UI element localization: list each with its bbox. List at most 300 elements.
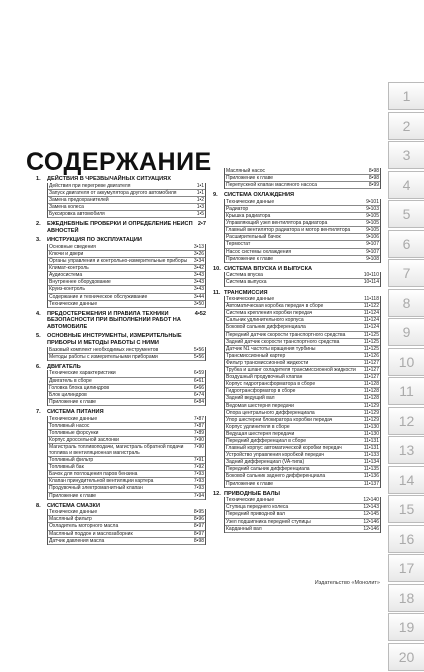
- entry-title: Головка блока цилиндров: [49, 384, 110, 391]
- entry-page: 7•91: [193, 457, 204, 464]
- section-heading[interactable]: [36, 311, 206, 331]
- chapter-tab[interactable]: 19: [388, 613, 424, 641]
- toc-section: [36, 237, 206, 307]
- toc-section: [213, 266, 381, 287]
- entry-page: 7•93: [193, 478, 204, 485]
- entry-page: 11•129: [363, 416, 379, 423]
- entry-page: 9•107: [366, 241, 379, 248]
- entry-title: Опора центрального дифференциала: [226, 409, 315, 416]
- entry-title: Главный корпус автоматической коробки передач: [226, 445, 342, 452]
- toc-entry[interactable]: [225, 206, 380, 213]
- section-title: ДЕЙСТВИЯ В ЧРЕЗВЫЧАЙНЫХ СИТУАЦИЯХ: [47, 176, 171, 182]
- entry-title: Технические данные: [226, 296, 275, 303]
- toc-entry[interactable]: [225, 310, 380, 317]
- entry-title: Блок цилиндров: [49, 391, 87, 398]
- section-title: ОСНОВНЫЕ ИНСТРУМЕНТЫ, ИЗМЕРИТЕЛЬНЫЕ ПРИБОРЫ И МЕТОДЫ РАБОТЫ С НИМИ: [47, 333, 182, 347]
- entry-title: Масляный насос: [226, 168, 266, 174]
- toc-section: [36, 333, 206, 360]
- entry-page: 1•5: [196, 210, 204, 217]
- entry-page: 3•43: [193, 272, 204, 279]
- entry-page: 11•129: [363, 409, 379, 416]
- toc-section: [36, 503, 206, 545]
- section-items: [47, 244, 206, 308]
- entry-title: Действия при перегреве двигателя: [49, 182, 131, 189]
- section-page: 2•7: [197, 221, 206, 228]
- entry-title: Магистраль топливоподачи, магистраль обратной подачи топлива и вентиляционная магистраль: [49, 443, 184, 456]
- toc-entry[interactable]: [225, 249, 380, 256]
- entry-title: Термостат: [226, 241, 251, 248]
- toc-section: [213, 168, 381, 189]
- entry-page: 6•84: [193, 398, 204, 405]
- entry-title: Аудиосистема: [49, 272, 83, 279]
- entry-title: Передний приводной вал: [226, 511, 285, 518]
- section-number: 7.: [36, 408, 41, 415]
- toc-entry[interactable]: [225, 395, 380, 402]
- entry-page: 7•90: [193, 436, 204, 443]
- entry-page: 11•124: [363, 310, 379, 317]
- toc-entry[interactable]: [48, 347, 205, 354]
- entry-title: Бачок для поглощения паров бензина: [49, 471, 138, 478]
- entry-title: Продувочный электромагнитный клапан: [49, 485, 143, 492]
- section-heading[interactable]: [213, 192, 381, 199]
- section-items: [47, 416, 206, 500]
- toc-entry[interactable]: [48, 294, 205, 301]
- entry-page: 1•2: [196, 196, 204, 203]
- toc-entry[interactable]: [225, 519, 380, 526]
- toc-entry[interactable]: [48, 464, 205, 471]
- toc-entry[interactable]: [225, 353, 380, 360]
- entry-page: 7•93: [193, 485, 204, 492]
- entry-page: 1•1: [196, 182, 204, 189]
- entry-title: Корпус удлинителя в сборе: [226, 423, 290, 430]
- entry-page: 11•128: [363, 381, 379, 388]
- entry-page: 3•26: [193, 250, 204, 257]
- toc-entry[interactable]: [48, 258, 205, 265]
- entry-title: Передний датчик скорости транспортного средства: [226, 331, 346, 338]
- entry-page: 3•42: [193, 265, 204, 272]
- toc-section: [213, 290, 381, 488]
- entry-page: 7•89: [193, 429, 204, 436]
- entry-page: 7•93: [193, 471, 204, 478]
- section-title: ЕЖЕДНЕВНЫЕ ПРОВЕРКИ И ОПРЕДЕЛЕНИЕ НЕИСП АВНОСТЕЙ: [47, 221, 193, 234]
- toc-section: [36, 176, 206, 218]
- entry-title: Узел подшипника передней ступицы: [226, 518, 311, 525]
- chapter-tab[interactable]: 4: [388, 171, 424, 199]
- section-items: [224, 168, 381, 189]
- entry-page: 11•136: [363, 473, 379, 480]
- toc-entry[interactable]: [48, 516, 205, 523]
- section-title: СИСТЕМА СМАЗКИ: [47, 502, 100, 509]
- toc-entry[interactable]: [225, 272, 380, 279]
- entry-title: Базовый комплект необходимых инструментов: [49, 346, 159, 353]
- entry-title: Ведомая шестерня передачи: [226, 402, 294, 409]
- entry-page: 8•98: [368, 168, 379, 174]
- entry-title: Топливный насос: [49, 422, 90, 429]
- section-number: 10.: [213, 265, 221, 272]
- entry-title: Насос системы охлаждения: [226, 248, 292, 255]
- section-items: [224, 497, 381, 532]
- chapter-tab[interactable]: 18: [388, 584, 424, 612]
- entry-title: Перепускной клапан масляного насоса: [226, 182, 318, 189]
- entry-page: 7•87: [193, 422, 204, 429]
- toc-entry[interactable]: [48, 531, 205, 538]
- section-number: 2.: [36, 221, 41, 228]
- chapter-tab[interactable]: 7: [388, 259, 424, 287]
- entry-page: 11•118: [364, 296, 379, 303]
- toc-entry[interactable]: [48, 385, 205, 392]
- entry-page: 1•1: [196, 189, 204, 196]
- toc-entry[interactable]: [48, 493, 205, 500]
- toc-section: [36, 311, 206, 331]
- entry-title: Главный вентилятор радиатора и мотор вентилятора: [226, 227, 351, 234]
- section-title: СИСТЕМА ПИТАНИЯ: [47, 408, 104, 415]
- toc-entry[interactable]: [48, 416, 205, 423]
- toc-entry[interactable]: [225, 360, 380, 367]
- entry-title: Технические характеристики: [49, 370, 116, 377]
- entry-page: 12•146: [363, 518, 379, 525]
- entry-title: Клапан принудительной вентиляции картера: [49, 478, 154, 485]
- entry-page: 10•114: [363, 279, 379, 286]
- entry-title: Передний сальник дифференциала: [226, 466, 310, 473]
- entry-page: 11•131: [363, 437, 379, 444]
- section-heading[interactable]: [213, 491, 381, 498]
- section-number: 1.: [36, 176, 41, 182]
- entry-page: 9•107: [366, 248, 379, 255]
- entry-title: Карданный вал: [226, 525, 262, 532]
- chapter-tab[interactable]: 3: [388, 141, 424, 169]
- toc-entry[interactable]: [225, 410, 380, 417]
- section-number: 11.: [213, 289, 221, 296]
- entry-page: 11•134: [363, 459, 379, 466]
- entry-page: 11•127: [363, 374, 379, 381]
- entry-title: Сальник удлинительного корпуса: [226, 317, 304, 324]
- page-title: СОДЕРЖАНИЕ: [26, 148, 212, 176]
- toc-section: [36, 364, 206, 406]
- entry-page: 7•87: [193, 415, 204, 422]
- toc-entry[interactable]: [225, 324, 380, 331]
- toc-entry[interactable]: [225, 438, 380, 445]
- section-items: [224, 199, 381, 263]
- entry-page: 7•94: [193, 492, 204, 499]
- entry-page: 11•124: [363, 324, 379, 331]
- section-heading[interactable]: [36, 176, 206, 183]
- entry-page: 11•122: [363, 303, 379, 310]
- entry-page: 8•97: [193, 530, 204, 537]
- toc-entry[interactable]: [225, 339, 380, 346]
- toc-entry[interactable]: [48, 197, 205, 204]
- toc-entry[interactable]: [48, 485, 205, 492]
- entry-title: Методы работы с измерительными приборами: [49, 353, 158, 360]
- entry-title: Технические данные: [49, 300, 98, 307]
- section-number: 9.: [213, 192, 218, 199]
- entry-title: Фильтр трансмиссионной жидкости: [226, 359, 309, 366]
- entry-page: 3•34: [193, 258, 204, 265]
- entry-page: 8•96: [193, 516, 204, 523]
- toc-entry[interactable]: [225, 303, 380, 310]
- entry-page: 11•125: [363, 345, 379, 352]
- chapter-tab[interactable]: 5: [388, 200, 424, 228]
- section-title: СИСТЕМА ОХЛАЖДЕНИЯ: [224, 192, 295, 199]
- entry-page: 11•131: [363, 445, 379, 452]
- toc-entry[interactable]: [48, 286, 205, 293]
- entry-page: 12•143: [363, 504, 379, 511]
- entry-page: 3•43: [193, 279, 204, 286]
- entry-page: 9•105: [366, 213, 379, 220]
- toc-entry[interactable]: [48, 244, 205, 251]
- toc-entry[interactable]: [225, 279, 380, 286]
- entry-title: Задний дифференциал (VA-типа): [226, 459, 305, 466]
- entry-page: 3•13: [193, 243, 204, 250]
- toc-entry[interactable]: [48, 430, 205, 437]
- entry-title: Задний датчик скорости транспортного средства: [226, 338, 340, 345]
- toc-entry[interactable]: [48, 301, 205, 308]
- toc-entry[interactable]: [48, 251, 205, 258]
- entry-title: Датчик давления масла: [49, 537, 105, 544]
- toc-section: [36, 409, 206, 500]
- toc-entry[interactable]: [225, 241, 380, 248]
- entry-page: 6•61: [193, 377, 204, 384]
- entry-page: 11•130: [363, 430, 379, 437]
- entry-page: 11•125: [363, 331, 379, 338]
- chapter-tabs: [388, 82, 424, 672]
- toc-entry[interactable]: [48, 444, 205, 457]
- chapter-tab[interactable]: 17: [388, 554, 424, 582]
- toc-entry[interactable]: [225, 296, 380, 303]
- toc-entry[interactable]: [48, 437, 205, 444]
- entry-page: 3•50: [193, 300, 204, 307]
- entry-page: 11•127: [363, 367, 379, 374]
- entry-page: 10•110: [363, 272, 379, 279]
- section-title: ПРИВОДНЫЕ ВАЛЫ: [224, 490, 281, 497]
- entry-title: Датчик N1 частоты вращения турбины: [226, 345, 316, 352]
- section-number: 8.: [36, 502, 41, 509]
- toc-entry[interactable]: [225, 403, 380, 410]
- section-heading[interactable]: [213, 290, 381, 297]
- section-heading[interactable]: [213, 266, 381, 273]
- entry-page: 3•44: [193, 293, 204, 300]
- entry-title: Радиатор: [226, 205, 249, 212]
- entry-title: Приложение к главе: [49, 492, 97, 499]
- toc-entry[interactable]: [225, 234, 380, 241]
- chapter-tab[interactable]: 16: [388, 525, 424, 553]
- entry-title: Приложение к главе: [226, 175, 274, 182]
- chapter-tab[interactable]: 14: [388, 466, 424, 494]
- entry-page: 9•108: [366, 255, 379, 262]
- chapter-tab[interactable]: 10: [388, 348, 424, 376]
- section-heading[interactable]: [36, 333, 206, 346]
- entry-title: Технические данные: [226, 198, 275, 205]
- entry-title: Охладитель моторного масла: [49, 523, 119, 530]
- entry-page: 6•59: [193, 370, 204, 377]
- toc-entry[interactable]: [48, 354, 205, 361]
- section-number: 5.: [36, 333, 41, 340]
- entry-title: Содержание и техническое обслуживание: [49, 293, 148, 300]
- entry-page: 5•56: [193, 346, 204, 353]
- toc-entry[interactable]: [48, 538, 205, 545]
- toc-entry[interactable]: [48, 279, 205, 286]
- entry-title: Передний дифференциал в сборе: [226, 437, 307, 444]
- section-title: ИНСТРУКЦИЯ ПО ЭКСПЛУАТАЦИИ: [47, 237, 142, 244]
- entry-title: Гидротрансформатор в сборе: [226, 388, 296, 395]
- toc-entry[interactable]: [48, 523, 205, 530]
- chapter-tab[interactable]: 13: [388, 436, 424, 464]
- toc-entry[interactable]: [225, 424, 380, 431]
- toc-entry[interactable]: [225, 431, 380, 438]
- toc-entry[interactable]: [225, 374, 380, 381]
- chapter-tab[interactable]: 1: [388, 82, 424, 110]
- entry-title: Упор шестерни блокиратора коробки передач: [226, 416, 333, 423]
- entry-title: Климат-контроль: [49, 265, 89, 272]
- entry-page: 9•106: [366, 234, 379, 241]
- toc-entry[interactable]: [225, 381, 380, 388]
- toc-entry[interactable]: [225, 199, 380, 206]
- entry-page: 11•125: [363, 338, 379, 345]
- entry-title: Задний ведущий вал: [226, 395, 275, 402]
- entry-page: 11•137: [363, 480, 379, 487]
- section-title: ТРАНСМИССИЯ: [224, 289, 268, 296]
- toc-entry[interactable]: [48, 392, 205, 399]
- section-title: ПРЕДОСТЕРЕЖЕНИЯ И ПРАВИЛА ТЕХНИКИ БЕЗОПАСНОСТИ ПРИ ВЫПОЛНЕНИИ РАБОТ НА АВТОМОБИЛЕ: [47, 310, 181, 330]
- entry-title: Корпус гидротрансформатора в сборе: [226, 381, 316, 388]
- toc-entry[interactable]: [48, 183, 205, 190]
- toc-section: [213, 491, 381, 533]
- entry-title: Топливный бак: [49, 464, 84, 471]
- section-items: [224, 272, 381, 286]
- toc-entry[interactable]: [225, 346, 380, 353]
- section-heading[interactable]: [36, 221, 206, 234]
- entry-title: Устройство управления коробкой передач: [226, 452, 324, 459]
- entry-title: Замена предохранителей: [49, 196, 109, 203]
- entry-page: 9•101: [366, 198, 379, 205]
- section-number: 4.: [36, 310, 41, 317]
- section-items: [47, 347, 206, 361]
- toc-entry[interactable]: [225, 473, 380, 480]
- toc-entry[interactable]: [225, 497, 380, 504]
- chapter-tab[interactable]: 6: [388, 230, 424, 258]
- toc-entry[interactable]: [225, 256, 380, 263]
- toc-entry[interactable]: [48, 265, 205, 272]
- toc-right-column: [213, 168, 381, 536]
- entry-title: Приложение к главе: [226, 255, 274, 262]
- toc-entry[interactable]: [225, 332, 380, 339]
- section-items: [47, 183, 206, 218]
- entry-page: 6•74: [193, 391, 204, 398]
- entry-title: Двигатель в сборе: [49, 377, 92, 384]
- entry-title: Технические данные: [226, 497, 275, 504]
- publisher-label: Издательство «Монолит»: [314, 580, 380, 586]
- section-page: 4•52: [194, 310, 206, 317]
- entry-title: Масляный поддон и маслозаборник: [49, 530, 133, 537]
- entry-page: 11•135: [363, 466, 379, 473]
- entry-title: Основные сведения: [49, 243, 96, 250]
- toc-entry[interactable]: [225, 511, 380, 518]
- entry-title: Боковой сальник дифференциала: [226, 324, 306, 331]
- entry-title: Система крепления коробки передач: [226, 310, 313, 317]
- entry-title: Ступица переднего колеса: [226, 504, 289, 511]
- chapter-tab[interactable]: 11: [388, 377, 424, 405]
- toc-section: [213, 192, 381, 262]
- section-heading[interactable]: [36, 364, 206, 371]
- chapter-tab[interactable]: 12: [388, 407, 424, 435]
- toc-entry[interactable]: [225, 182, 380, 189]
- entry-page: 5•56: [193, 353, 204, 360]
- toc-entry[interactable]: [48, 399, 205, 406]
- section-items: [47, 509, 206, 544]
- section-number: 3.: [36, 237, 41, 244]
- entry-page: 12•140: [363, 497, 379, 504]
- entry-title: Приложение к главе: [226, 480, 274, 487]
- chapter-tab[interactable]: 2: [388, 112, 424, 140]
- entry-title: Трансмиссионный картер: [226, 352, 286, 359]
- toc-entry[interactable]: [48, 190, 205, 197]
- toc-entry[interactable]: [225, 526, 380, 533]
- entry-page: 6•66: [193, 384, 204, 391]
- entry-title: Система впуска: [226, 272, 263, 279]
- entry-page: 7•92: [193, 464, 204, 471]
- section-title: ДВИГАТЕЛЬ: [47, 363, 81, 370]
- chapter-tab[interactable]: 8: [388, 289, 424, 317]
- entry-title: Ведущая шестерня передачи: [226, 430, 295, 437]
- entry-page: 7•90: [193, 443, 204, 450]
- toc-entry[interactable]: [48, 378, 205, 385]
- chapter-tab[interactable]: 20: [388, 643, 424, 671]
- entry-title: Система выпуска: [226, 279, 267, 286]
- toc-entry[interactable]: [48, 211, 205, 218]
- section-heading[interactable]: [36, 503, 206, 510]
- toc-left-column: [36, 176, 206, 548]
- entry-title: Воздушный продувочный клапан: [226, 374, 303, 381]
- entry-page: 11•129: [363, 402, 379, 409]
- toc-entry[interactable]: [48, 204, 205, 211]
- section-heading[interactable]: [36, 409, 206, 416]
- entry-title: Запуск двигателя от аккумулятора другого автомобиля: [49, 189, 177, 196]
- chapter-tab[interactable]: 9: [388, 318, 424, 346]
- entry-page: 8•97: [193, 523, 204, 530]
- entry-title: Расширительный бачок: [226, 234, 281, 241]
- section-items: [47, 370, 206, 405]
- entry-page: 11•124: [363, 317, 379, 324]
- entry-page: 11•128: [363, 388, 379, 395]
- section-title: СИСТЕМА ВПУСКА И ВЫПУСКА: [224, 265, 313, 272]
- entry-title: Топливный фильтр: [49, 457, 94, 464]
- entry-page: 8•99: [368, 182, 379, 189]
- entry-page: 9•105: [366, 227, 379, 234]
- entry-page: 9•105: [366, 220, 379, 227]
- entry-title: Масляный фильтр: [49, 516, 92, 523]
- entry-title: Технические данные: [49, 415, 98, 422]
- toc-entry[interactable]: [48, 272, 205, 279]
- entry-title: Управляющий узел вентилятора радиатора: [226, 220, 328, 227]
- entry-title: Ключи и двери: [49, 250, 84, 257]
- entry-title: Приложение к главе: [49, 398, 97, 405]
- entry-title: Боковой сальник заднего дифференциала: [226, 473, 326, 480]
- entry-title: Трубка и шланг охладителя трансмиссионной жидкости: [226, 367, 356, 374]
- entry-title: Корпус дроссельной заслонки: [49, 436, 119, 443]
- toc-entry[interactable]: [225, 417, 380, 424]
- chapter-tab[interactable]: 15: [388, 495, 424, 523]
- toc-entry[interactable]: [48, 423, 205, 430]
- entry-page: 1•3: [196, 203, 204, 210]
- section-heading[interactable]: [36, 237, 206, 244]
- entry-title: Технические данные: [49, 509, 98, 516]
- entry-page: 3•43: [193, 286, 204, 293]
- toc-entry[interactable]: [48, 370, 205, 377]
- entry-page: 12•145: [363, 511, 379, 518]
- toc-entry[interactable]: [225, 481, 380, 488]
- entry-page: 11•127: [363, 359, 379, 366]
- section-number: 6.: [36, 363, 41, 370]
- toc-entry[interactable]: [225, 168, 380, 175]
